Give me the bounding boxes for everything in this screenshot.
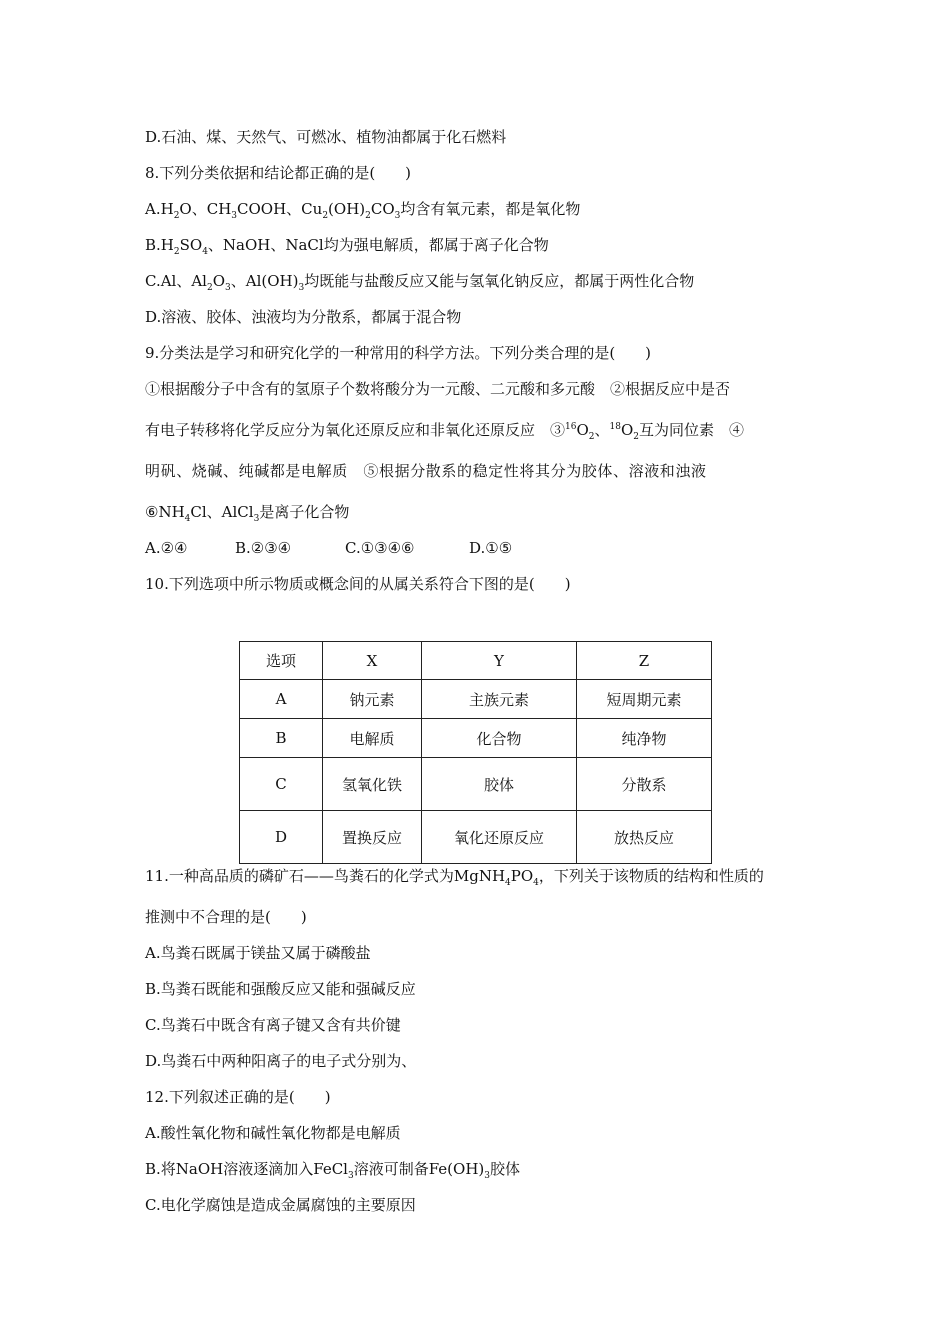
table-cell: 钠元素 (323, 680, 422, 719)
table-row (240, 758, 712, 811)
q9-option-d: D.①⑤ (469, 539, 513, 557)
table-cell: 放热反应 (577, 811, 712, 864)
q8-option-b: $B.H_2SO_4$、NaOH、NaCl均为强电解质，都属于离子化合物 (145, 236, 549, 257)
q7-option-d: D.石油、煤、天然气、可燃冰、植物油都属于化石燃料 (145, 128, 507, 146)
q9-options (145, 537, 512, 559)
q8-option-c: C.Al、$Al_2O_3$、$Al(OH)_3$均既能与盐酸反应又能与氢氧化钠反应，都属于两性化合物 (145, 272, 695, 293)
q11-line-2: 推测中不合理的是( ) (145, 908, 307, 926)
q11-option-d: D.鸟粪石中两种阳离子的电子式分别为、 (145, 1052, 417, 1070)
table-cell: 氧化还原反应 (422, 811, 577, 864)
table-cell: 化合物 (422, 719, 577, 758)
q9-line-2: 有电子转移将化学反应分为氧化还原反应和非氧化还原反应 $③^{16}O_2$、$^{18}O_2$互为同位素 ④ (145, 421, 745, 442)
q9-line-4: $⑥NH_4Cl$、AlCl$_3$是离子化合物 (145, 503, 350, 524)
table-cell: 纯净物 (577, 719, 712, 758)
q9-option-b: B.②③④ (235, 539, 292, 557)
q12-option-b: B.将NaOH溶液逐滴加入FeCl$_3$溶液可制备$Fe(OH)_3$胶体 (145, 1160, 521, 1181)
table-cell: 主族元素 (422, 680, 577, 719)
table-header: Z (577, 642, 712, 680)
table-row (240, 811, 712, 864)
q8-stem: 8.下列分类依据和结论都正确的是( ) (145, 164, 412, 182)
q10-stem: 10.下列选项中所示物质或概念间的从属关系符合下图的是( ) (145, 575, 571, 593)
q9-option-a: A.②④ (145, 539, 188, 557)
table-cell: 短周期元素 (577, 680, 712, 719)
q9-stem: 9.分类法是学习和研究化学的一种常用的科学方法。下列分类合理的是( ) (145, 344, 652, 362)
table-cell: 电解质 (323, 719, 422, 758)
table-row (240, 680, 712, 719)
table-cell: 置换反应 (323, 811, 422, 864)
table-header: Y (422, 642, 577, 680)
table-cell: 氢氧化铁 (323, 758, 422, 811)
table-row (240, 719, 712, 758)
q9-option-c: C.①③④⑥ (345, 539, 415, 557)
table-cell: A (240, 680, 323, 719)
q8-option-a: $A.H_2O$、$CH_3COOH$、$Cu_2(OH)_2CO_3$均含有氧元素，都是氧化物 (145, 200, 581, 221)
table-header: X (323, 642, 422, 680)
q8-option-d: D.溶液、胶体、浊液均为分散系，都属于混合物 (145, 308, 462, 326)
q11-line-1: 11.一种高品质的磷矿石——鸟粪石的化学式为$MgNH_4PO_4$，下列关于该物质的结构和性质的 (145, 867, 764, 888)
table-header-row (240, 642, 712, 680)
q12-stem: 12.下列叙述正确的是( ) (145, 1088, 331, 1106)
q11-option-b: B.鸟粪石既能和强酸反应又能和强碱反应 (145, 980, 416, 998)
table-header: 选项 (240, 642, 323, 680)
table-cell: B (240, 719, 323, 758)
q9-line-1: ①根据酸分子中含有的氢原子个数将酸分为一元酸、二元酸和多元酸 ②根据反应中是否 (145, 380, 731, 398)
q10-table (239, 641, 712, 864)
table-cell: D (240, 811, 323, 864)
q12-option-c: C.电化学腐蚀是造成金属腐蚀的主要原因 (145, 1196, 416, 1214)
table-cell: C (240, 758, 323, 811)
q9-line-3: 明矾、烧碱、纯碱都是电解质 ⑤根据分散系的稳定性将其分为胶体、溶液和浊液 (145, 462, 707, 480)
table-cell: 分散系 (577, 758, 712, 811)
q12-option-a: A.酸性氧化物和碱性氧化物都是电解质 (145, 1124, 401, 1142)
q11-option-c: C.鸟粪石中既含有离子键又含有共价键 (145, 1016, 401, 1034)
q11-option-a: A.鸟粪石既属于镁盐又属于磷酸盐 (145, 944, 371, 962)
table-cell: 胶体 (422, 758, 577, 811)
